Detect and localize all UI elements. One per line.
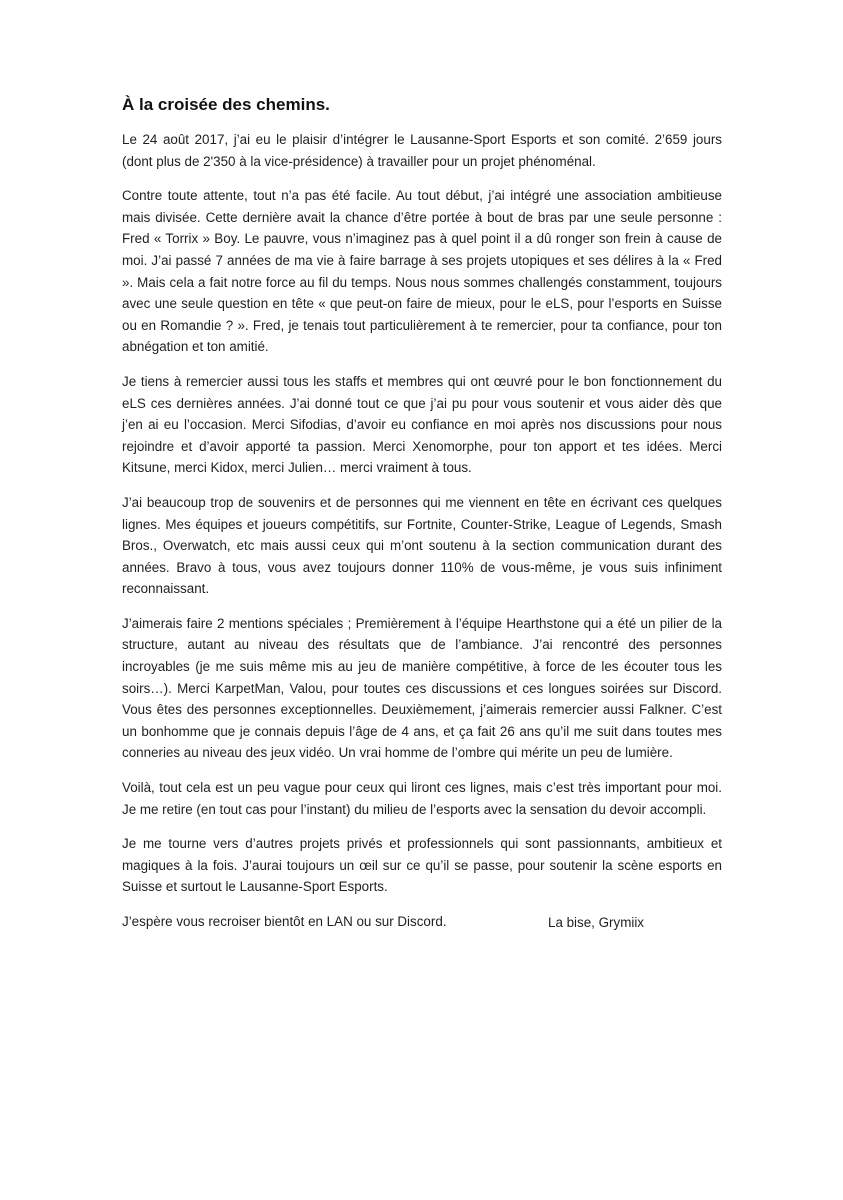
paragraph-new-projects: Je me tourne vers d’autres projets privés et professionnels qui sont passionnants, ambitieux et magiques à la fois. J’aurai toujours un œil sur ce qu’il se passe, pour soutenir la scène esports en Suisse et surtout le Lausanne-Sport Esports. <box>122 836 722 895</box>
paragraph-special-mentions: J’aimerais faire 2 mentions spéciales ; Premièrement à l’équipe Hearthstone qui a été un pilier de la structure, autant au niveau des résultats que de l’ambiance. J’ai rencontré des personnes incroyables (je me suis même mis au jeu de manière compétitive, à force de les écouter tous les soirs…). Merci KarpetMan, Valou, pour toutes ces discussions et ces longues soirées sur Discord. Vous êtes des personnes exceptionnelles. Deuxièmement, j’aimerais remercier aussi Falkner. C’est un bonhomme que je connais depuis l’âge de 4 ans, et ça fait 26 ans qu’il me suit dans toutes mes conneries au niveau des jeux vidéo. Un vrai homme de l’ombre qui mérite un peu de lumière. <box>122 615 722 761</box>
paragraph-staff-thanks: Je tiens à remercier aussi tous les staffs et membres qui ont œuvré pour le bon fonctionnement du eLS ces dernières années. J’ai donné tout ce que j’ai pu pour vous soutenir et vous aider dès que j’en ai eu l’occasion. Merci Sifodias, d’avoir eu confiance en moi après nos discussions pour nous rejoindre et d’avoir apporté ta passion. Merci Xenomorphe, pour ton apport et tes idées. Merci Kitsune, merci Kidox, merci Julien… merci vraiment à tous. <box>122 373 722 476</box>
paragraph-fred: Contre toute attente, tout n’a pas été facile. Au tout début, j’ai intégré une association ambitieuse mais divisée. Cette dernière avait la chance d’être portée à bout de bras par une seule personne : Fred « Torrix » Boy. Le pauvre, vous n’imaginez pas à quel point il a dû ronger son frein à cause de moi. J’ai passé 7 années de ma vie à faire barrage à ses projets utopiques et ses délires à la « Fred ». Mais cela a fait notre force au fil du temps. Nous nous sommes challengés constamment, toujours avec une seule question en tête « que peut-on faire de mieux, pour le eLS, pour l’esports en Suisse ou en Romandie ? ». Fred, je tenais tout particulièrement à te remercier, pour ta confiance, pour ton abnégation et ton amitié. <box>122 188 722 355</box>
letter-title: À la croisée des chemins. <box>122 95 330 114</box>
paragraph-arrival: Le 24 août 2017, j’ai eu le plaisir d’intégrer le Lausanne-Sport Esports et son comité. 2’659 jours (dont plus de 2'350 à la vice-présidence) à travailler pour un projet phénoménal. <box>122 132 722 169</box>
paragraph-closing: J’espère vous recroiser bientôt en LAN ou sur Discord. <box>122 914 447 929</box>
signature: La bise, Grymiix <box>548 915 644 930</box>
letter-body <box>122 94 722 946</box>
paragraph-retirement: Voilà, tout cela est un peu vague pour ceux qui liront ces lignes, mais c’est très important pour moi. Je me retire (en tout cas pour l’instant) du milieu de l’esports avec la sensation du devoir accompli. <box>122 780 722 817</box>
paragraph-memories: J’ai beaucoup trop de souvenirs et de personnes qui me viennent en tête en écrivant ces quelques lignes. Mes équipes et joueurs compétitifs, sur Fortnite, Counter-Strike, League of Legends, Smash Bros., Overwatch, etc mais aussi ceux qui m’ont soutenu à la section communication durant des années. Bravo à tous, vous avez toujours donner 110% de vous-même, je vous suis infiniment reconnaissant. <box>122 494 722 597</box>
